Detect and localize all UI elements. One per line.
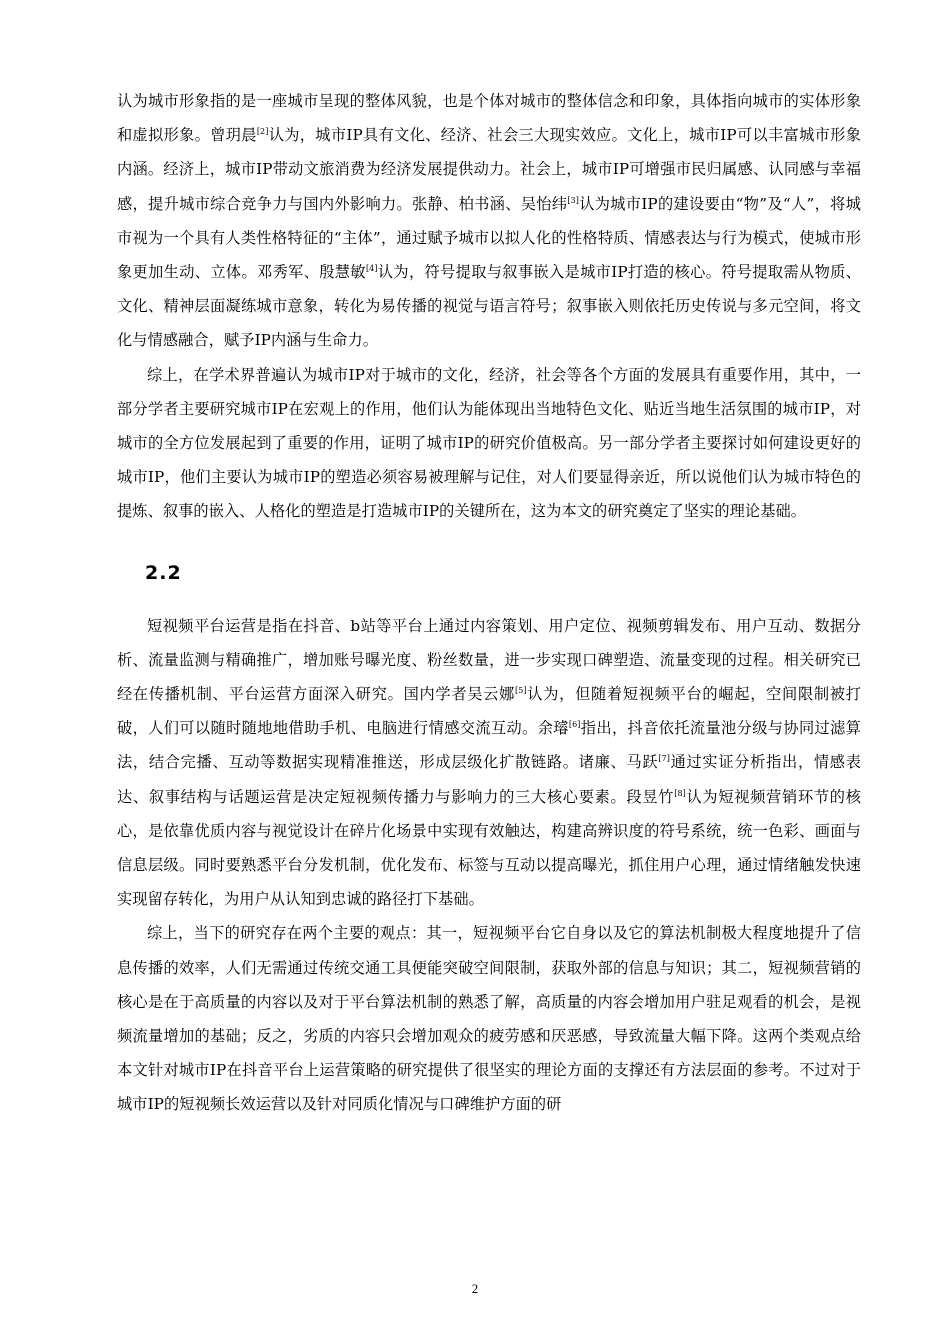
document-page <box>117 84 861 1122</box>
citation-marker: [7] <box>658 754 670 764</box>
paragraph-text: 认为短视频营销环节的核心，是依靠优质内容与视觉设计在碎片化场景中实现有效触达，构建高辨识度的符号系统，统一色彩、画面与信息层级。同时要熟悉平台分发机制，优化发布、标签与互动以提高曝光，抓住用户心理，通过情绪触发快速实现留存转化，为用户从认知到忠诚的路径打下基础。 <box>117 787 862 909</box>
body-paragraph <box>117 358 861 529</box>
page-number: 2 <box>471 1281 479 1296</box>
section-top-body <box>117 84 861 529</box>
paragraph-text: 通过实证分析指出，情感表达、叙事结构与话题运营是决定短视频传播力与影响力的三大核心要素。段昱竹 <box>117 753 862 806</box>
section-2-2-body <box>117 609 861 1122</box>
paragraph-text: 短视频平台运营是指在抖音、b站等平台上通过内容策划、用户定位、视频剪辑发布、用户互动、数据分析、流量监测与精确推广，增加账号曝光度、粉丝数量，进一步实现口碑塑造、流量变现的过程。相关研究已经在传播机制、平台运营方面深入研究。国内学者吴云娜 <box>117 616 861 704</box>
paragraph-text: 认为，城市IP具有文化、经济、社会三大现实效应。文化上，城市IP可以丰富城市形象内涵。经济上，城市IP带动文旅消费为经济发展提供动力。社会上，城市IP可增强市民归属感、认同感与幸福感，提升城市综合竞争力与国内外影响力。张静、柏书涵、吴怡纬 <box>117 126 862 213</box>
citation-marker: [3] <box>567 195 579 205</box>
paragraph-text: 认为城市形象指的是一座城市呈现的整体风貌，也是个体对城市的整体信念和印象，具体指向城市的实体形象和虚拟形象。曾玥晨 <box>117 92 861 145</box>
paragraph-text: 认为，但随着短视频平台的崛起，空间限制被打破，人们可以随时随地地借助手机、电脑进行情感交流互动。余璿 <box>117 685 862 738</box>
citation-marker: [5] <box>515 686 527 696</box>
citation-marker: [6] <box>568 720 581 730</box>
section-heading: 2.2 <box>145 561 182 584</box>
citation-marker: [4] <box>365 264 378 274</box>
paragraph-text: 综上，在学术界普遍认为城市IP对于城市的文化，经济，社会等各个方面的发展具有重要作用，其中，一部分学者主要研究城市IP在宏观上的作用，他们认为能体现出当地特色文化、贴近当地生活氛围的城市IP，对城市的全方位发展起到了重要的作用，证明了城市IP的研究价值极高。另一部分学者主要探讨如何建设更好的城市IP，他们主要认为城市IP的塑造必须容易被理解与记住，对人们要显得亲近，所以说他们认为城市特色的提炼、叙事的嵌入、人格化的塑造是打造城市IP的关键所在，这为本文的研究奠定了坚实的理论基础。 <box>117 365 861 521</box>
body-paragraph <box>117 609 861 917</box>
paragraph-text: 指出，抖音依托流量池分级与协同过滤算法，结合完播、互动等数据实现精准推送，形成层级化扩散链路。诸廉、马跃 <box>117 719 861 772</box>
body-paragraph <box>117 916 861 1121</box>
citation-marker: [8] <box>674 788 686 798</box>
body-paragraph <box>117 84 861 358</box>
paragraph-text: 认为城市IP的建设要由“物”及“人”，将城市视为一个具有人类性格特征的“主体”，通过赋予城市以拟人化的性格特质、情感表达与行为模式，使城市形象更加生动、立体。邓秀军、殷慧敏 <box>117 194 861 282</box>
citation-marker: [2] <box>256 127 269 137</box>
paragraph-text: 认为，符号提取与叙事嵌入是城市IP打造的核心。符号提取需从物质、文化、精神层面凝练城市意象，转化为易传播的视觉与语言符号；叙事嵌入则依托历史传说与多元空间，将文化与情感融合，赋予IP内涵与生命力。 <box>117 263 861 350</box>
paragraph-text: 综上，当下的研究存在两个主要的观点：其一，短视频平台它自身以及它的算法机制极大程度地提升了信息传播的效率，人们无需通过传统交通工具便能突破空间限制，获取外部的信息与知识；其二，短视频营销的核心是在于高质量的内容以及对于平台算法机制的熟悉了解，高质量的内容会增加用户驻足观看的机会，是视频流量增加的基础；反之，劣质的内容只会增加观众的疲劳感和厌恶感，导致流量大幅下降。这两个类观点给本文针对城市IP在抖音平台上运营策略的研究提供了很坚实的理论方面的支撑还有方法层面的参考。不过对于城市IP的短视频长效运营以及针对同质化情况与口碑维护方面的研 <box>117 924 861 1114</box>
